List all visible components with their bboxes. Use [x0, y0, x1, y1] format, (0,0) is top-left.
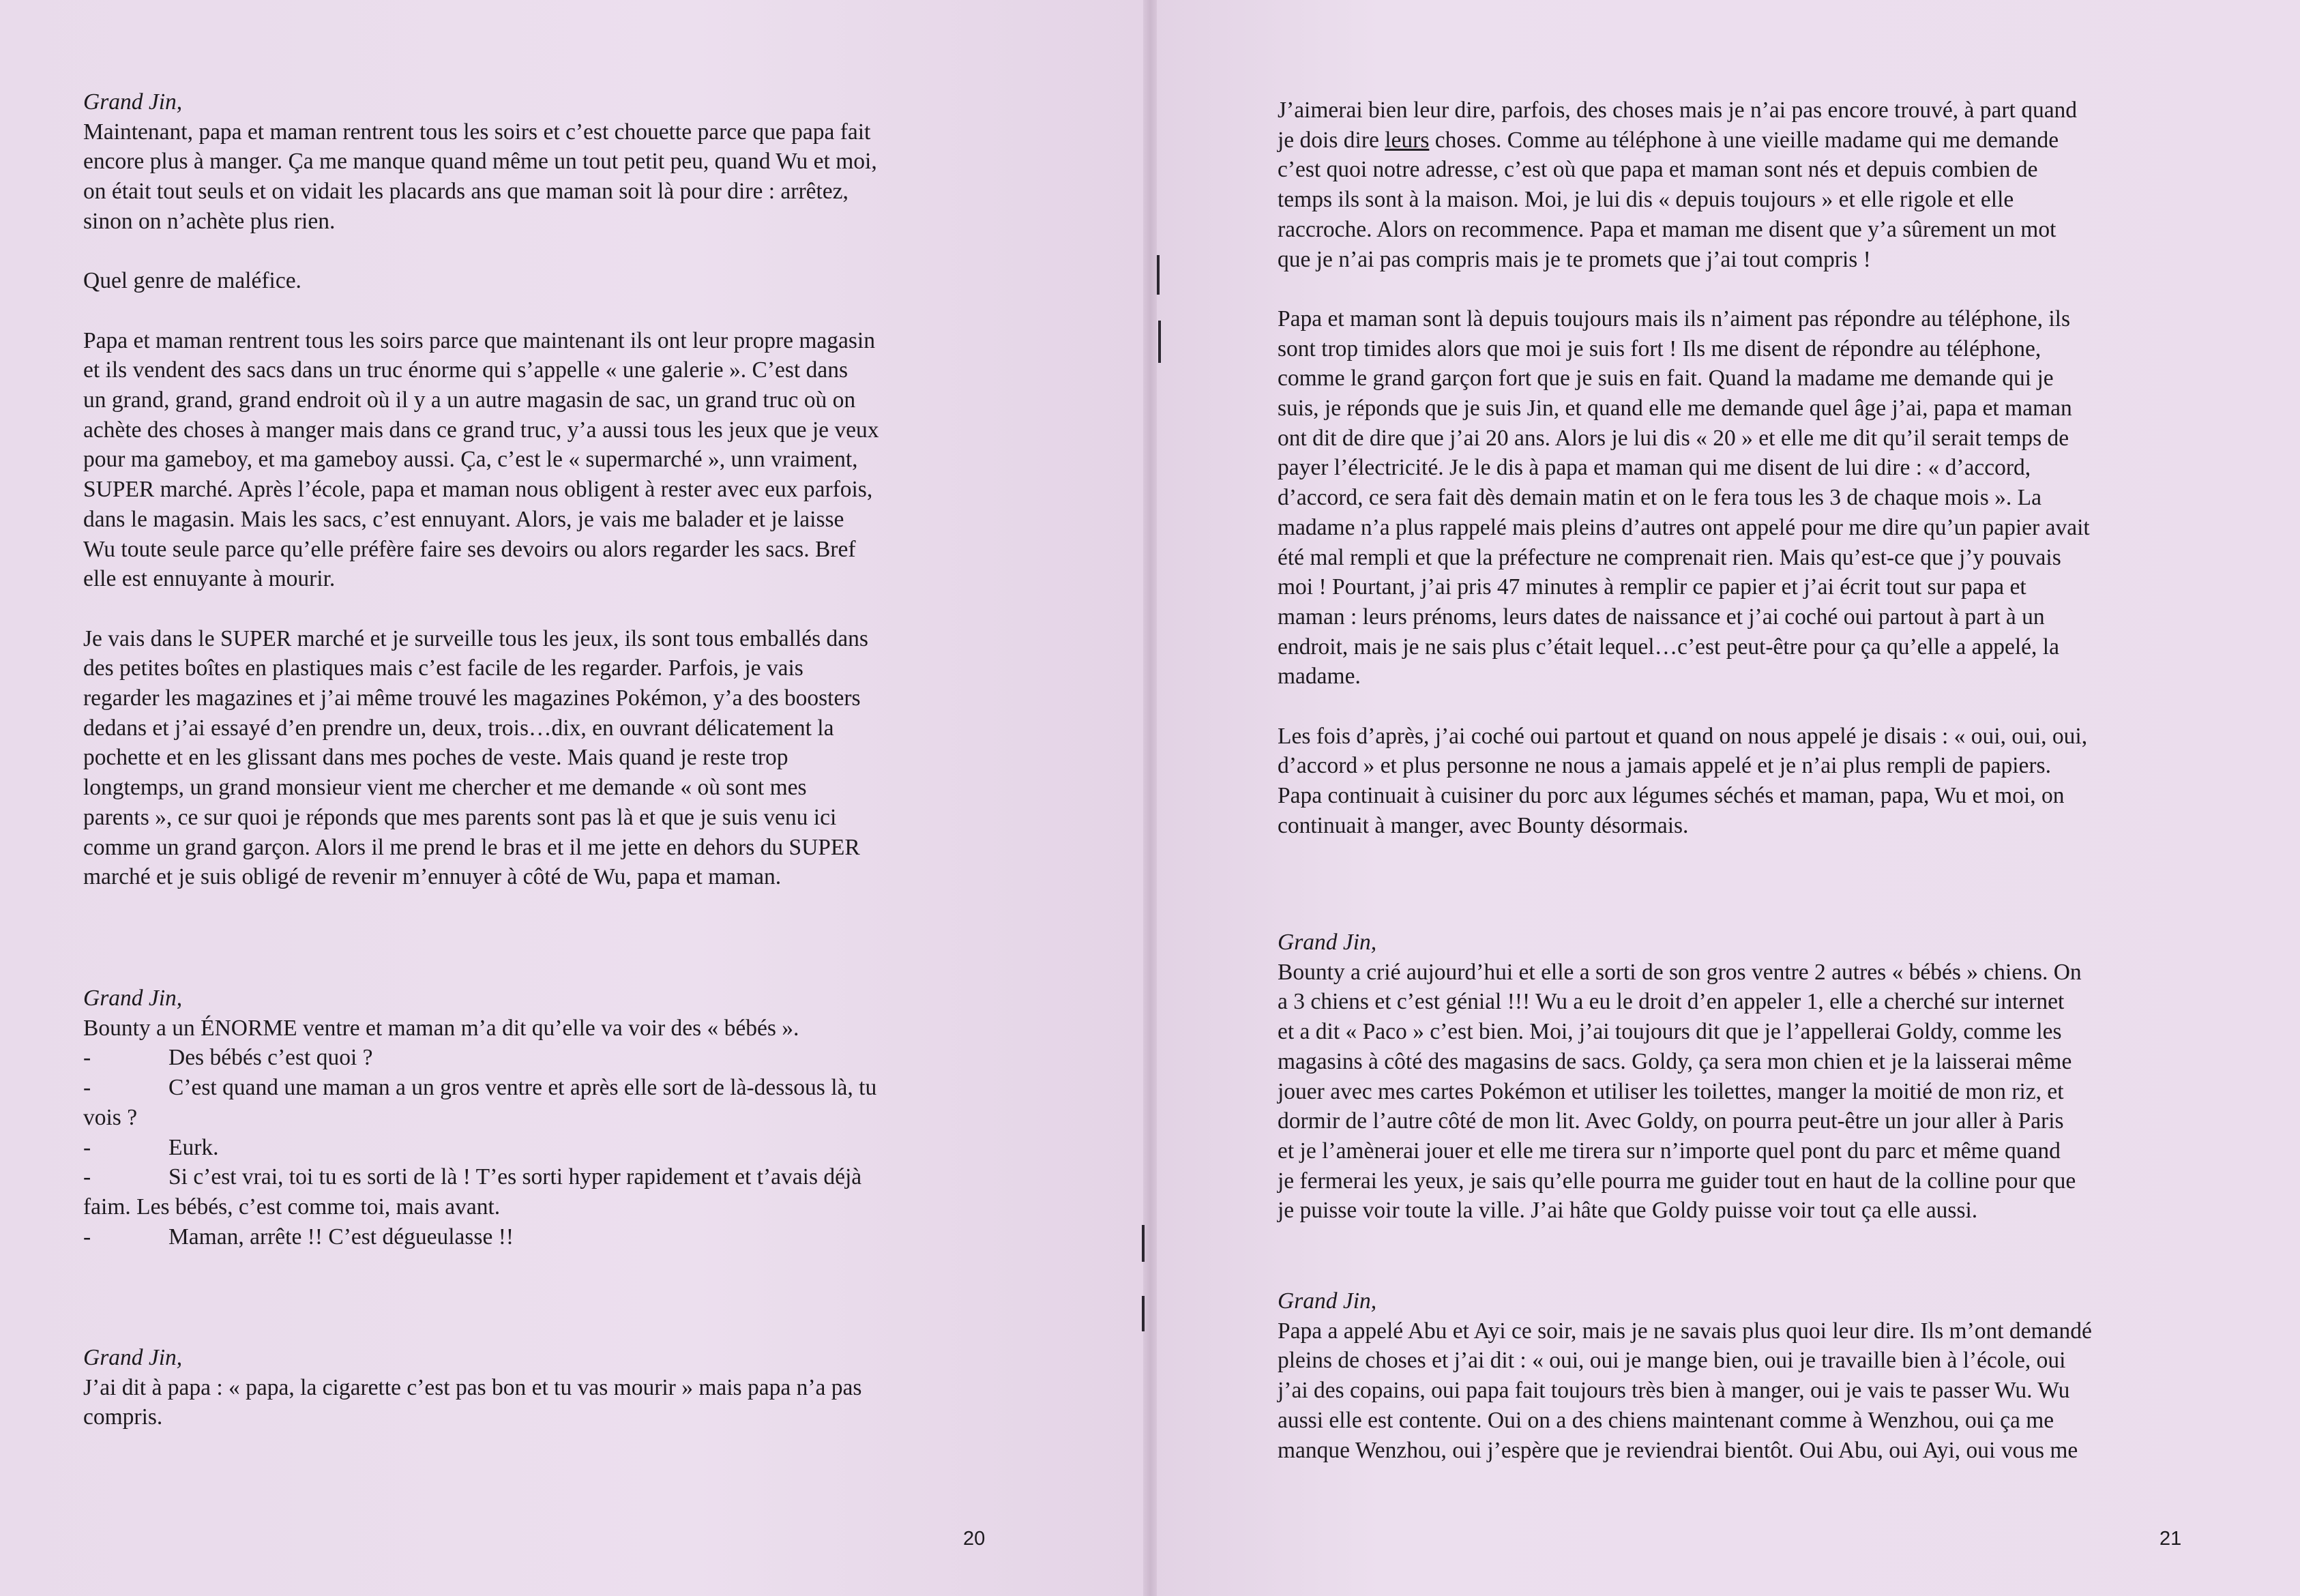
line: comme le grand garçon fort que je suis en fait. Quand la madame me demande qui je [1278, 366, 2054, 391]
line: que je n’ai pas compris mais je te promets que j’ai tout compris ! [1278, 246, 1871, 272]
line: jouer avec mes cartes Pokémon et utiliser les toilettes, manger la moitié de mon riz, et [1278, 1078, 2064, 1104]
paragraph [1278, 958, 2190, 1226]
dialogue-dash: - [83, 1075, 91, 1101]
letter-2 [83, 984, 990, 1252]
paragraph [83, 326, 990, 594]
paragraph [1278, 1316, 2190, 1466]
line: longtemps, un grand monsieur vient me chercher et me demande « où sont mes [83, 775, 807, 801]
line: Je vais dans le SUPER marché et je surveille tous les jeux, ils sont tous emballés dans [83, 625, 868, 651]
scan-mark [1142, 1225, 1145, 1262]
line: ont dit de dire que j’ai 20 ans. Alors je lui dis « 20 » et elle me dit qu’il serait temps de [1278, 425, 2069, 451]
line: dedans et j’ai essayé d’en prendre un, deux, trois…dix, en ouvrant délicatement la [83, 715, 834, 741]
paragraph: Quel genre de maléfice. [83, 268, 301, 294]
letter-heading: Grand Jin, [1278, 1288, 1377, 1314]
line: Papa et maman sont là depuis toujours mais ils n’aiment pas répondre au téléphone, ils [1278, 306, 2070, 331]
line: Maintenant, papa et maman rentrent tous les soirs et c’est chouette parce que papa fait [83, 119, 871, 145]
dialogue-dash: - [83, 1045, 91, 1071]
line: manque Wenzhou, oui j’espère que je reviendrai bientôt. Oui Abu, oui Ayi, oui vous me [1278, 1437, 2078, 1463]
dialogue-line: - Si c’est vrai, toi tu es sorti de là ! T’es sorti hyper rapidement et t’avais déjà [83, 1162, 990, 1192]
line: je fermerai les yeux, je sais qu’elle pourra me guider tout en haut de la colline pour que [1278, 1168, 2076, 1194]
line: elle est ennuyante à mourir. [83, 566, 336, 592]
line: magasins à côté des magasins de sacs. Goldy, ça sera mon chien et je la laisserai même [1278, 1048, 2072, 1074]
page-number: 20 [963, 1528, 986, 1550]
letter-3 [83, 1343, 990, 1432]
line: regarder les magazines et j’ai même trouvé les magazines Pokémon, y’a des boosters [83, 685, 861, 711]
line: sont trop timides alors que moi je suis fort ! Ils me disent de répondre au téléphone, [1278, 336, 2041, 361]
paragraph [83, 117, 990, 237]
line: payer l’électricité. Je le dis à papa et maman qui me disent de lui dire : « d’accord, [1278, 455, 2031, 481]
line: Bounty a crié aujourd’hui et elle a sorti de son gros ventre 2 autres « bébés » chiens. On [1278, 959, 2082, 985]
letter-1 [83, 87, 990, 892]
line: Papa continuait à cuisiner du porc aux légumes séchés et maman, papa, Wu et moi, on [1278, 783, 2065, 809]
page-number: 21 [2159, 1528, 2182, 1550]
line: J’aimerai bien leur dire, parfois, des choses mais je n’ai pas encore trouvé, à part quand [1278, 98, 2078, 123]
paragraph [1278, 722, 2190, 841]
line: madame n’a plus rappelé mais pleins d’autres ont appelé pour me dire qu’un papier avait [1278, 514, 2090, 540]
line: et a dit « Paco » c’est bien. Moi, j’ai toujours dit que je l’appellerai Goldy, comme les [1278, 1019, 2062, 1045]
line: pleins de choses et j’ai dit : « oui, oui je mange bien, oui je travaille bien à l’école, oui [1278, 1348, 2066, 1374]
letter-heading: Grand Jin, [83, 1345, 183, 1370]
line: compris. [83, 1404, 163, 1430]
line: d’accord, ce sera fait dès demain matin et on le fera tous les 3 de chaque mois ». La [1278, 485, 2041, 511]
line: maman : leurs prénoms, leurs dates de naissance et j’ai coché oui partout à part à un [1278, 604, 2045, 630]
line: a 3 chiens et c’est génial !!! Wu a eu le droit d’en appeler 1, elle a cherché sur internet [1278, 989, 2065, 1015]
line: parents », ce sur quoi je réponds que mes parents sont pas là et que je suis venu ici [83, 804, 837, 830]
letter-heading: Grand Jin, [83, 89, 183, 115]
line: et je l’amènerai jouer et elle me tirera sur n’importe quel pont du parc et même quand [1278, 1138, 2061, 1164]
line: raccroche. Alors on recommence. Papa et maman me disent que y’a sûrement un mot [1278, 216, 2056, 242]
paragraph [1278, 304, 2190, 692]
line: comme un grand garçon. Alors il me prend le bras et il me jette en dehors du SUPER [83, 834, 860, 860]
letter-4 [1278, 928, 2190, 1226]
line: temps ils sont à la maison. Moi, je lui dis « depuis toujours » et elle rigole et elle [1278, 187, 2014, 213]
line: SUPER marché. Après l’école, papa et maman nous obligent à rester avec eux parfois, [83, 477, 873, 503]
dialogue-dash: - [83, 1164, 91, 1190]
dialogue-line: - Maman, arrête !! C’est dégueulasse !! [83, 1222, 990, 1252]
dialogue-line: - Des bébés c’est quoi ? [83, 1043, 990, 1073]
letter-heading: Grand Jin, [83, 986, 183, 1011]
paragraph [1278, 95, 2190, 274]
line: on était tout seuls et on vidait les placards ans que maman soit là pour dire : arrêtez, [83, 179, 849, 205]
dialogue-continuation: faim. Les bébés, c’est comme toi, mais avant. [83, 1194, 501, 1220]
letter-continuation [1278, 95, 2190, 841]
line: des petites boîtes en plastiques mais c’est facile de les regarder. Parfois, je vais [83, 655, 803, 681]
line: Papa a appelé Abu et Ayi ce soir, mais je ne savais plus quoi leur dire. Ils m’ont demandé [1278, 1318, 2092, 1344]
dialogue-line: - Eurk. [83, 1133, 990, 1163]
line: pour ma gameboy, et ma gameboy aussi. Ça, c’est le « supermarché », unn vraiment, [83, 447, 858, 473]
letter-heading: Grand Jin, [1278, 930, 1377, 955]
book-gutter [1143, 0, 1157, 1596]
line: dormir de l’autre côté de mon lit. Avec Goldy, on pourra peut-être un jour aller à Paris [1278, 1108, 2064, 1134]
paragraph [83, 1373, 990, 1432]
line: été mal rempli et que la préfecture ne comprenait rien. Mais qu’est-ce que j’y pouvais [1278, 544, 2061, 570]
line: continuait à manger, avec Bounty désormais. [1278, 812, 1689, 838]
line: Les fois d’après, j’ai coché oui partout et quand on nous appelé je disais : « oui, oui, oui, [1278, 723, 2088, 749]
letter-5 [1278, 1286, 2190, 1465]
scan-mark [1157, 255, 1160, 295]
line: c’est quoi notre adresse, c’est où que papa et maman sont nés et depuis combien de [1278, 157, 2038, 183]
line: je dois dire leurs choses. Comme au téléphone à une vieille madame qui me demande [1278, 127, 2059, 153]
line: j’ai des copains, oui papa fait toujours très bien à manger, oui je vais te passer Wu. Wu [1278, 1378, 2070, 1404]
scan-mark [1142, 1296, 1145, 1331]
line: achète des choses à manger mais dans ce grand truc, y’a aussi tous les jeux que je veux [83, 417, 879, 443]
line: encore plus à manger. Ça me manque quand même un tout petit peu, quand Wu et moi, [83, 149, 877, 175]
line: aussi elle est contente. Oui on a des chiens maintenant comme à Wenzhou, oui ça me [1278, 1407, 2054, 1433]
line: je puisse voir toute la ville. J’ai hâte que Goldy puisse voir tout ça elle aussi. [1278, 1198, 1978, 1224]
line: Wu toute seule parce qu’elle préfère faire ses devoirs ou alors regarder les sacs. Bref [83, 536, 856, 562]
line: endroit, mais je ne sais plus c’était lequel…c’est peut-être pour ça qu’elle a appelé, la [1278, 634, 2059, 660]
line: moi ! Pourtant, j’ai pris 47 minutes à remplir ce papier et j’ai écrit tout sur papa et [1278, 574, 2026, 600]
right-page [1150, 0, 2300, 1596]
line: marché et je suis obligé de revenir m’ennuyer à côté de Wu, papa et maman. [83, 864, 782, 890]
line: un grand, grand, grand endroit où il y a un autre magasin de sac, un grand truc où on [83, 387, 856, 413]
dialogue-line: - C’est quand une maman a un gros ventre et après elle sort de là-dessous là, tu [83, 1073, 990, 1103]
paragraph [83, 624, 990, 892]
line: madame. [1278, 664, 1361, 690]
line: sinon on n’achète plus rien. [83, 208, 336, 234]
line: Papa et maman rentrent tous les soirs parce que maintenant ils ont leur propre magasin [83, 327, 875, 353]
paragraph: Bounty a un ÉNORME ventre et maman m’a dit qu’elle va voir des « bébés ». [83, 1015, 799, 1041]
line: J’ai dit à papa : « papa, la cigarette c’est pas bon et tu vas mourir » mais papa n’a pas [83, 1374, 862, 1400]
dialogue-continuation: vois ? [83, 1104, 138, 1130]
dialogue-dash: - [83, 1134, 91, 1160]
line: et ils vendent des sacs dans un truc énorme qui s’appelle « une galerie ». C’est dans [83, 357, 848, 383]
dialogue-dash: - [83, 1224, 91, 1250]
scan-mark [1158, 321, 1161, 363]
line: d’accord » et plus personne ne nous a jamais appelé et je n’ai plus rempli de papiers. [1278, 753, 2051, 779]
line: suis, je réponds que je suis Jin, et quand elle me demande quel âge j’ai, papa et maman [1278, 396, 2072, 422]
underlined-word: leurs [1385, 127, 1430, 153]
line: pochette et en les glissant dans mes poches de veste. Mais quand je reste trop [83, 745, 788, 771]
line: dans le magasin. Mais les sacs, c’est ennuyant. Alors, je vais me balader et je laisse [83, 506, 844, 532]
